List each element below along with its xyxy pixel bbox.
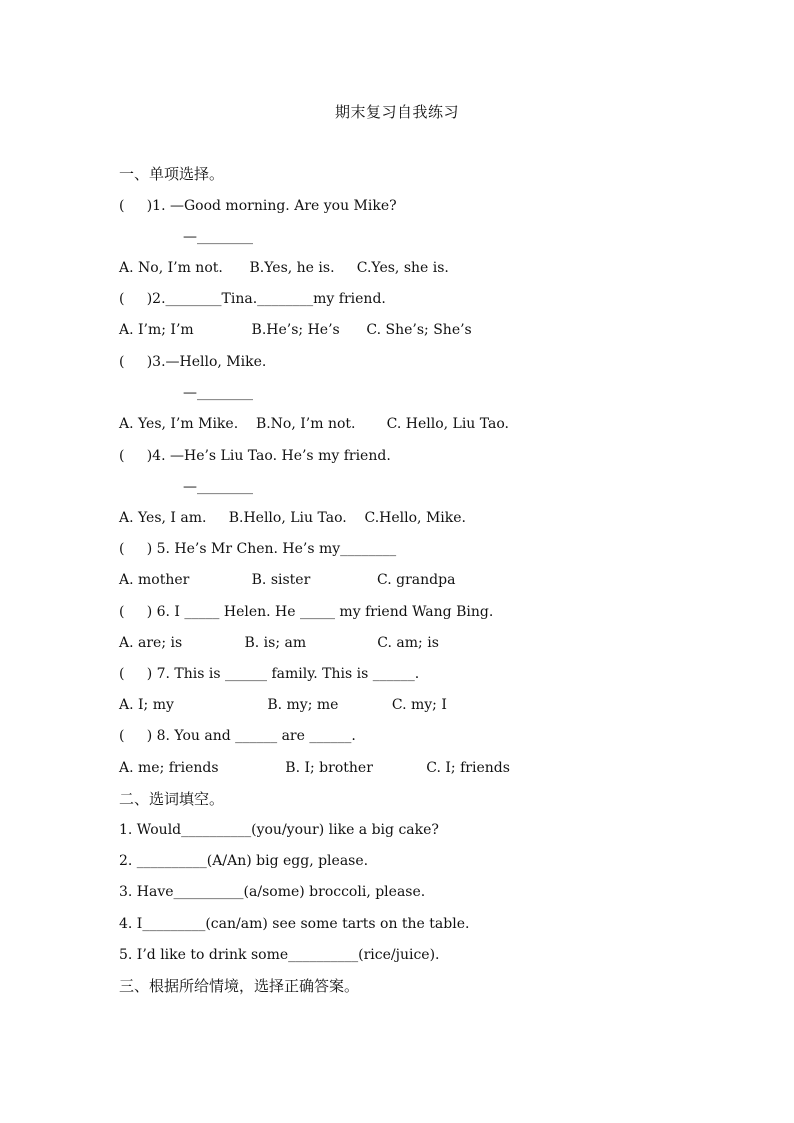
question-3-answer-blank: —________ <box>183 385 253 401</box>
question-4-stem: ( )4. —He’s Liu Tao. He’s my friend. <box>119 448 391 464</box>
fill-in-item-2: 2. __________(A/An) big egg, please. <box>119 853 369 869</box>
question-4-options: A. Yes, I am. B.Hello, Liu Tao. C.Hello, Mike. <box>119 510 466 526</box>
question-4-answer-blank: —________ <box>183 479 253 495</box>
question-6-stem: ( ) 6. I _____ Helen. He _____ my friend Wang Bing. <box>119 604 494 620</box>
question-5-options: A. mother B. sister C. grandpa <box>119 572 456 588</box>
fill-in-item-5: 5. I’d like to drink some__________(rice/juice). <box>119 947 440 963</box>
fill-in-item-1: 1. Would__________(you/your) like a big cake? <box>119 822 439 838</box>
page-title: 期末复习自我练习 <box>334 103 459 121</box>
section-2-heading: 二、选词填空。 <box>119 790 225 808</box>
question-1-options: A. No, I’m not. B.Yes, he is. C.Yes, she is. <box>119 260 449 276</box>
question-8-stem: ( ) 8. You and ______ are ______. <box>119 728 356 744</box>
question-3-stem: ( )3.—Hello, Mike. <box>119 354 267 370</box>
question-7-stem: ( ) 7. This is ______ family. This is ______. <box>119 666 420 682</box>
section-3-heading: 三、根据所给情境，选择正确答案。 <box>119 977 360 995</box>
question-7-options: A. I; my B. my; me C. my; I <box>119 697 447 713</box>
fill-in-item-4: 4. I_________(can/am) see some tarts on the table. <box>119 916 470 932</box>
question-2-stem: ( )2.________Tina.________my friend. <box>119 291 386 307</box>
question-1-stem: ( )1. —Good morning. Are you Mike? <box>119 198 397 214</box>
section-1-heading: 一、单项选择。 <box>119 165 225 183</box>
fill-in-item-3: 3. Have__________(a/some) broccoli, please. <box>119 884 426 900</box>
question-5-stem: ( ) 5. He’s Mr Chen. He’s my________ <box>119 541 397 557</box>
question-6-options: A. are; is B. is; am C. am; is <box>119 635 439 651</box>
question-8-options: A. me; friends B. I; brother C. I; friends <box>119 760 510 776</box>
question-1-answer-blank: —________ <box>183 229 253 245</box>
question-3-options: A. Yes, I’m Mike. B.No, I’m not. C. Hello, Liu Tao. <box>119 416 510 432</box>
question-2-options: A. I’m; I’m B.He’s; He’s C. She’s; She’s <box>119 322 472 338</box>
